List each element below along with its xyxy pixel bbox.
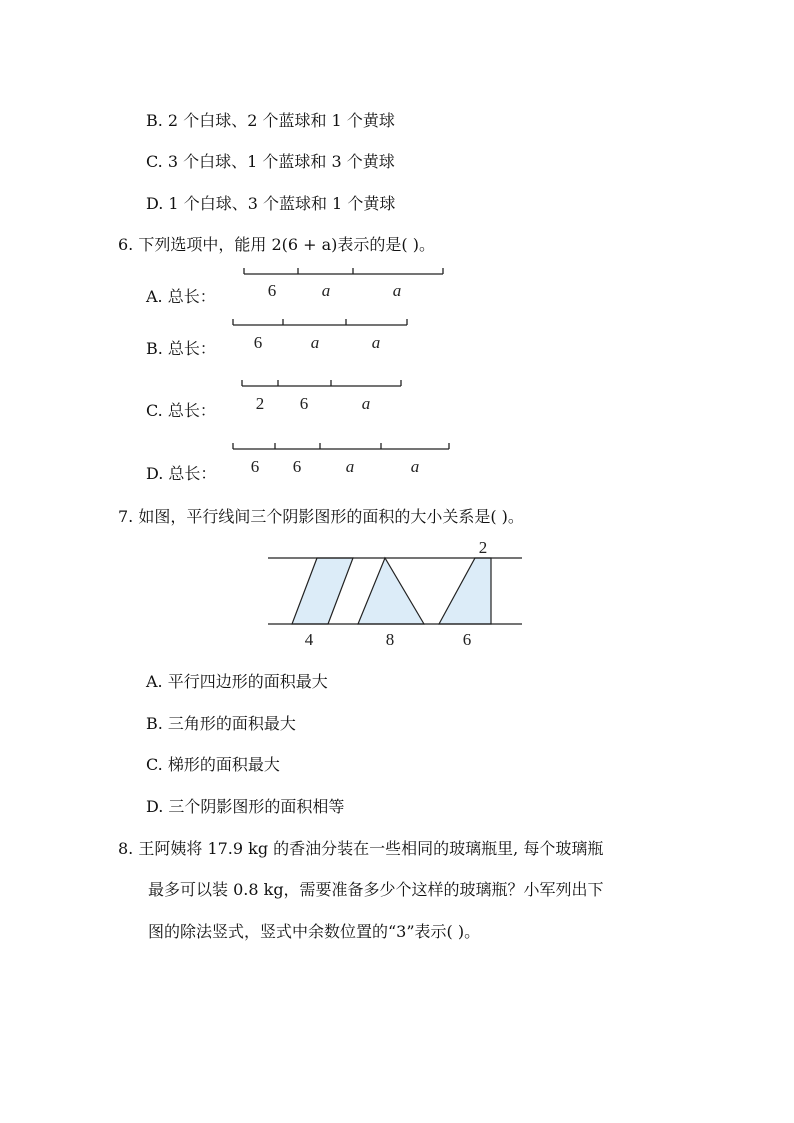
- q6-option-d-diagram: [233, 443, 449, 476]
- q6-option-b-label: B. 总长：: [146, 339, 216, 358]
- q6c-seg-2: 6: [299, 394, 309, 413]
- q8-line-2: 最多可以装 0.8 kg，需要准备多少个这样的玻璃瓶？小军列出下: [148, 880, 604, 899]
- triangle-shape: [358, 558, 424, 624]
- q6c-seg-3: a: [361, 394, 371, 413]
- q6-option-c-label: C. 总长：: [146, 401, 216, 420]
- q8-line-1: 8. 王阿姨将 17.9 kg 的香油分装在一些相同的玻璃瓶里, 每个玻璃瓶: [118, 839, 604, 858]
- q6b-seg-2: a: [310, 333, 320, 352]
- q7-option-d: D. 三个阴影图形的面积相等: [146, 797, 345, 816]
- trapezoid-top-label: 2: [478, 538, 488, 557]
- q6a-seg-1: 6: [267, 281, 277, 300]
- q5-option-d: D. 1 个白球、3 个蓝球和 1 个黄球: [146, 194, 396, 213]
- trapezoid-base-label: 6: [462, 630, 472, 649]
- q7-stem: 7. 如图，平行线间三个阴影图形的面积的大小关系是( )。: [118, 507, 524, 526]
- q6d-seg-1: 6: [250, 457, 260, 476]
- q6-option-b-diagram: [233, 319, 407, 352]
- trapezoid-shape: [439, 558, 491, 624]
- parallelogram-base-label: 4: [304, 630, 314, 649]
- q7-option-c: C. 梯形的面积最大: [146, 755, 280, 774]
- q6a-seg-2: a: [321, 281, 331, 300]
- q6-stem: 6. 下列选项中，能用 2(6 + a)表示的是( )。: [118, 235, 435, 254]
- q6-option-a-diagram: [244, 268, 443, 300]
- q6b-seg-3: a: [371, 333, 381, 352]
- q6d-seg-2: 6: [292, 457, 302, 476]
- triangle-base-label: 8: [385, 630, 395, 649]
- q6c-seg-1: 2: [255, 394, 265, 413]
- q7-parallel-figure: [268, 538, 522, 649]
- q6b-seg-1: 6: [253, 333, 263, 352]
- q6-option-a-label: A. 总长：: [146, 287, 216, 306]
- parallelogram-shape: [292, 558, 353, 624]
- q8-line-3: 图的除法竖式，竖式中余数位置的“3”表示( )。: [148, 922, 481, 941]
- q7-option-b: B. 三角形的面积最大: [146, 714, 296, 733]
- q6a-seg-3: a: [392, 281, 402, 300]
- q6d-seg-3: a: [345, 457, 355, 476]
- q6-option-c-diagram: [242, 380, 401, 413]
- q5-option-c: C. 3 个白球、1 个蓝球和 3 个黄球: [146, 152, 395, 171]
- q7-option-a: A. 平行四边形的面积最大: [146, 672, 328, 691]
- q6-option-d-label: D. 总长：: [146, 464, 217, 483]
- q6d-seg-4: a: [410, 457, 420, 476]
- q5-option-b: B. 2 个白球、2 个蓝球和 1 个黄球: [146, 111, 395, 130]
